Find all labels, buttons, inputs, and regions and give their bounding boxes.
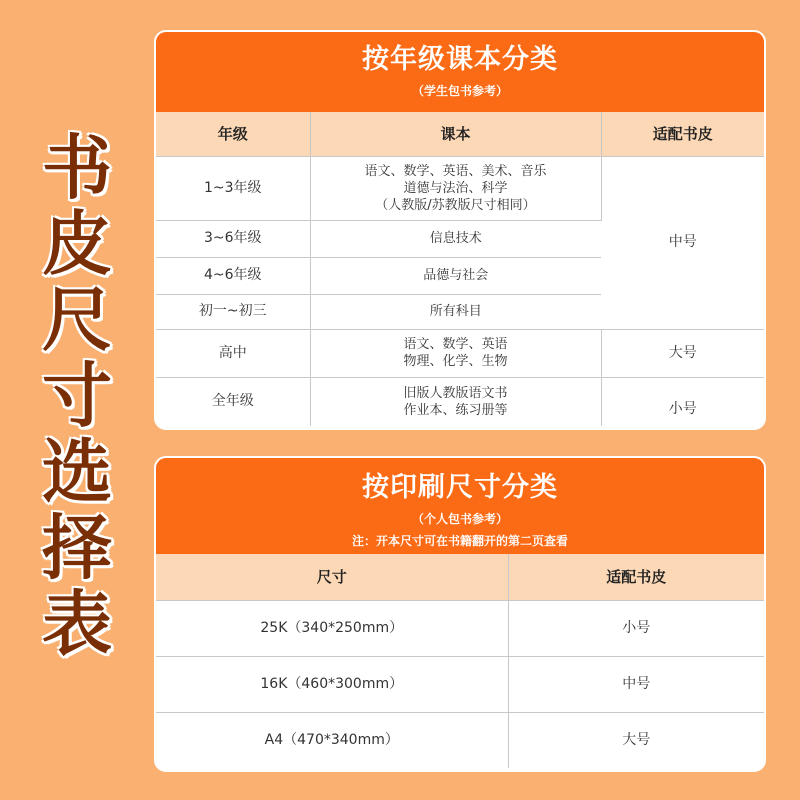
print-table-card (154, 456, 766, 772)
grade-cell: 全年级 (156, 377, 310, 426)
column-header-cover: 适配书皮 (601, 112, 764, 156)
table-row (156, 712, 764, 768)
grade-cell: 4~6年级 (156, 257, 310, 294)
print-size-cell: A4（470*340mm） (156, 712, 508, 768)
grade-table-card (154, 30, 766, 430)
cover-size-cell: 小号 (508, 600, 764, 656)
column-header-books: 课本 (310, 112, 601, 156)
grade-cell: 1~3年级 (156, 156, 310, 220)
table-header-row (156, 554, 764, 600)
print-table-header (156, 458, 764, 554)
books-cell (310, 377, 601, 426)
print-table-title: 按印刷尺寸分类 (362, 472, 558, 503)
side-title-char: 皮 (42, 203, 112, 285)
grade-cell: 3~6年级 (156, 220, 310, 257)
books-line: 语文、数学、英语、美术、音乐 (364, 163, 547, 179)
grade-cell: 初一~初三 (156, 294, 310, 329)
column-header-grade: 年级 (156, 112, 310, 156)
side-title (36, 127, 118, 665)
books-cell (310, 220, 601, 257)
side-title-char: 尺 (42, 279, 112, 361)
column-header-cover: 适配书皮 (508, 554, 764, 600)
print-table-note: 注：开本尺寸可在书籍翻开的第二页查看 (351, 534, 568, 548)
books-line: 作业本、练习册等 (403, 402, 508, 418)
side-title-char: 选 (42, 431, 112, 513)
books-line: （人教版/苏教版尺寸相同） (375, 197, 536, 213)
books-cell (310, 156, 601, 220)
side-title-char: 书 (42, 127, 112, 209)
books-line: 旧版人教版语文书 (403, 385, 508, 401)
grade-table-subtitle: （学生包书参考） (411, 84, 508, 98)
books-cell (310, 329, 601, 377)
books-line: 品德与社会 (423, 268, 489, 283)
cover-size-cell: 大号 (622, 731, 651, 748)
books-line: 所有科目 (429, 304, 482, 319)
grade-cell: 高中 (156, 329, 310, 377)
print-size-cell: 16K（460*300mm） (156, 656, 508, 712)
table-row (156, 377, 764, 426)
table-row (156, 600, 764, 656)
table-row (156, 329, 764, 377)
cover-size-cell: 大号 (601, 329, 764, 377)
side-title-char: 寸 (42, 355, 112, 437)
books-cell (310, 257, 601, 294)
books-line: 信息技术 (429, 231, 482, 246)
table-row (156, 656, 764, 712)
grade-table-title: 按年级课本分类 (362, 44, 558, 75)
cover-size-cell: 小号 (668, 401, 697, 417)
table-header-row (156, 112, 764, 156)
column-header-size: 尺寸 (156, 554, 508, 600)
grade-table (156, 112, 764, 426)
print-table (156, 554, 764, 768)
side-title-char: 表 (42, 583, 112, 665)
grade-table-header (156, 32, 764, 112)
books-line: 物理、化学、生物 (403, 354, 508, 369)
print-table-subtitle: （个人包书参考） (411, 512, 508, 526)
cover-size-cell: 中号 (601, 156, 764, 329)
books-cell (310, 294, 601, 329)
cover-size-cell: 中号 (508, 656, 764, 712)
side-title-char: 择 (42, 507, 112, 589)
books-line: 语文、数学、英语 (403, 337, 508, 352)
table-row (156, 156, 764, 220)
books-line: 道德与法治、科学 (403, 180, 508, 196)
print-size-cell: 25K（340*250mm） (156, 600, 508, 656)
